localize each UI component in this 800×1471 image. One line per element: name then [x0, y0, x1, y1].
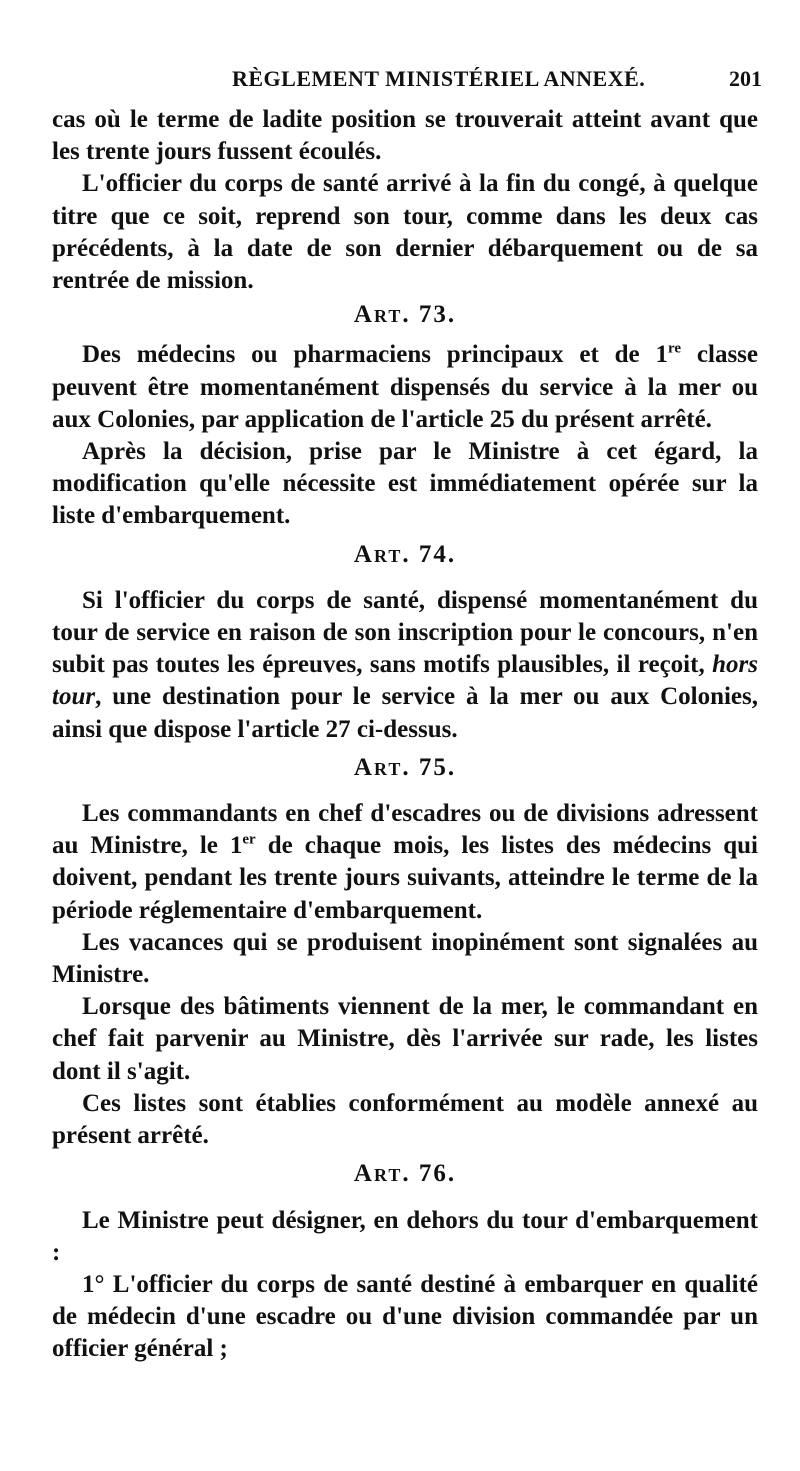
page-header: [52, 62, 762, 102]
emphasis: hors tour: [52, 651, 758, 711]
paragraph: [52, 798, 758, 927]
paragraph: [52, 585, 758, 746]
paragraph: Lorsque des bâtiments viennent de la mer, le commandant en chef fait parvenir au Ministre, dès l'arrivée sur rade, les listes dont il s'agit.: [52, 993, 758, 1085]
paragraph-text: , une destination pour le service à la mer ou aux Colonies, ainsi que dispose l'article 27 ci-dessus.: [52, 683, 758, 743]
paragraph-text: de chaque mois, les listes des médecins qui doivent, pendant les trente jours suivants, atteindre le terme de la période réglementaire d'embarquement.: [52, 832, 758, 924]
paragraph: 1° L'officier du corps de santé destiné à embarquer en qualité de médecin d'une escadre ou d'une division commandée par un officier général ;: [52, 1270, 758, 1363]
paragraph-text: Des médecins ou pharmaciens principaux et de 1: [82, 341, 668, 369]
paragraph: Les vacances qui se produisent inopinément sont signalées au Ministre.: [52, 928, 758, 989]
paragraph-text: Les commandants en chef d'escadres ou de divisions adressent au Ministre, le 1: [52, 800, 758, 860]
paragraph: [52, 339, 758, 436]
paragraph: Le Ministre peut désigner, en dehors du tour d'embarquement :: [52, 1206, 758, 1266]
paragraph: L'officier du corps de santé arrivé à la fin du congé, à quelque titre que ce soit, reprend son tour, comme dans les deux cas précédents, à la date de son dernier débarquement ou de sa rentrée de mission.: [52, 170, 758, 295]
article-heading: Art. 74.: [353, 540, 457, 568]
running-title: RÈGLEMENT MINISTÉRIEL ANNEXÉ.: [232, 66, 646, 91]
paragraph: Après la décision, prise par le Ministre à cet égard, la modification qu'elle nécessite est immédiatement opérée sur la liste d'embarquement.: [52, 438, 758, 530]
page-number: 201: [729, 66, 762, 91]
superscript: er: [242, 831, 256, 848]
article-heading: Art. 73.: [353, 301, 457, 329]
paragraph: cas où le terme de ladite position se trouverait atteint avant que les trente jours fussent écoulés.: [52, 106, 758, 166]
paragraph: Ces listes sont établies conformément au modèle annexé au présent arrêté.: [52, 1089, 758, 1150]
article-heading: Art. 75.: [353, 753, 457, 781]
paragraph-text: Si l'officier du corps de santé, dispensé momentanément du tour de service en raison de son inscription pour le concours, n'en subit pas toutes les épreuves, sans motifs plausibles, il reçoit,: [52, 586, 758, 679]
superscript: re: [668, 341, 682, 358]
article-heading: Art. 76.: [353, 1160, 457, 1188]
paragraph-text: classe peuvent être momentanément dispensés du service à la mer ou aux Colonies, par application de l'article 25 du présent arrêté.: [52, 341, 758, 433]
page-body: [52, 104, 758, 1366]
